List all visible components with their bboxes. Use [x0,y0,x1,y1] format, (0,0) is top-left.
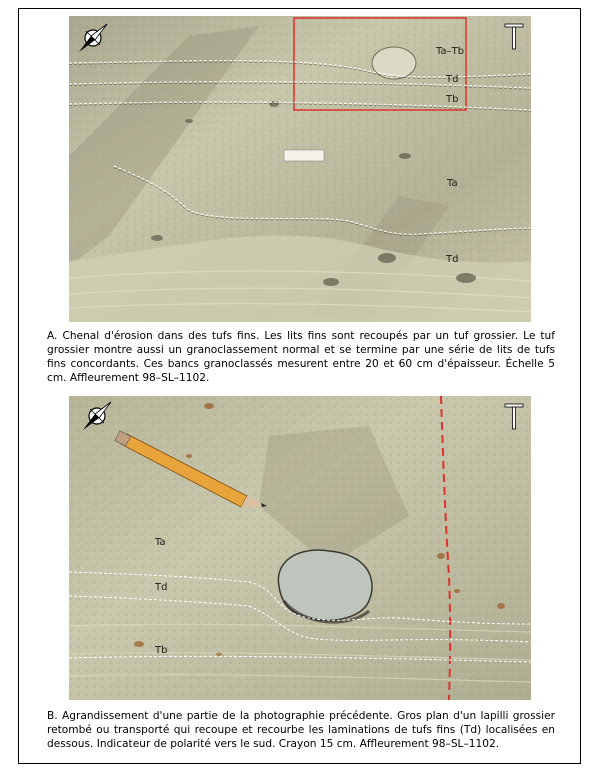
label-tb: Tb [155,645,168,656]
label-td: Td [155,582,168,593]
outcrop-photo-b [69,396,531,700]
photo-b [69,396,531,700]
label-td-top: Td [446,74,459,85]
label-ta-tb: Ta–Tb [436,46,465,57]
outcrop-photo-a [69,16,531,322]
photo-a [69,16,531,322]
label-tb-top: Tb [446,94,459,105]
caption-b: B. Agrandissement d'une partie de la photographie précédente. Gros plan d'un lapilli grossier retombé ou transporté qui recoupe et recourbe les laminations de tufs fins (Td) localisées en dessous. Indicateur de polarité vers le sud. Crayon 15 cm. Affleurement 98–SL–1102. [47,710,555,750]
label-td-bottom: Td [446,254,459,265]
caption-a: A. Chenal d'érosion dans des tufs fins. Les lits fins sont recoupés par un tuf grossier. Le tuf grossier montre aussi un granoclassement normal et se termine par une série de lits de tufs fins concordants. Ces bancs granoclassés mesurent entre 20 et 60 cm d'épaisseur. Échelle 5 cm. Affleurement 98–SL–1102. [47,330,555,384]
label-ta: Ta [447,178,458,189]
label-ta: Ta [155,537,166,548]
